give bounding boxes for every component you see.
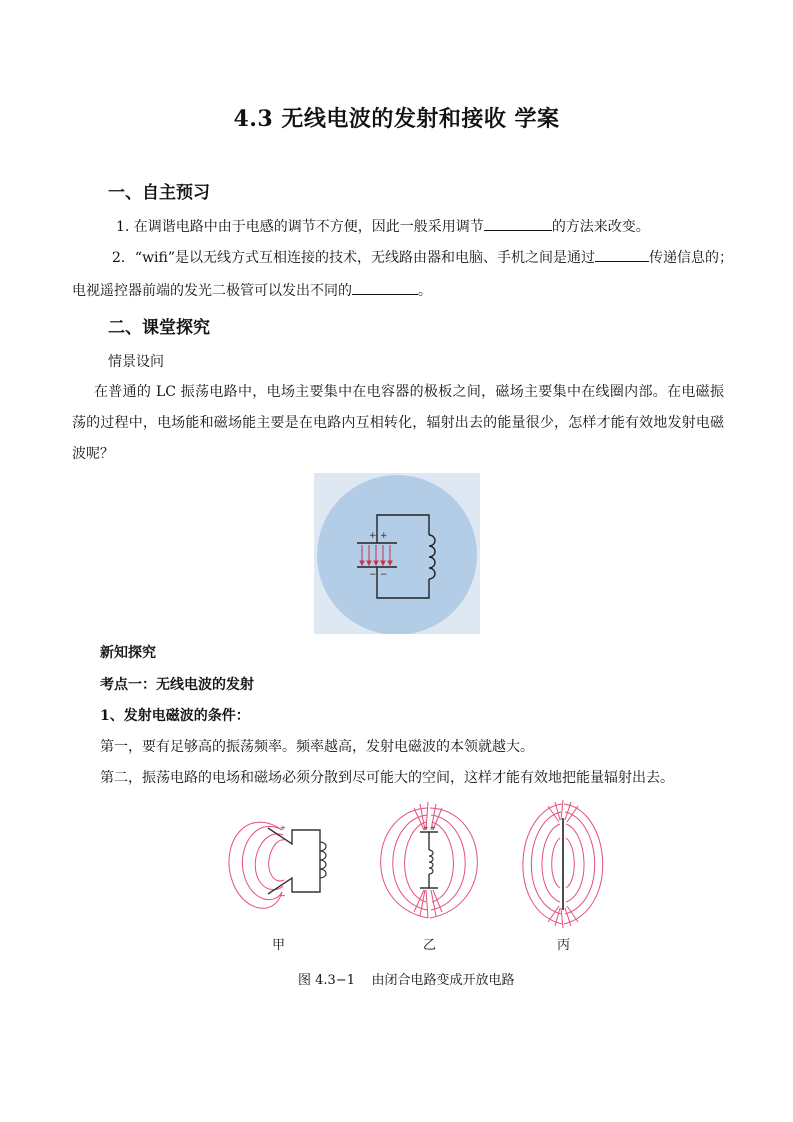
field-lines-yi: [381, 802, 478, 918]
question-1-text: 1. 在调谐电路中由于电感的调节不方便，因此一般采用调节: [116, 219, 484, 235]
coil-yi: [429, 850, 433, 874]
question-1: [116, 216, 650, 237]
question-2: [112, 247, 733, 268]
question-2-tail: 传递信息的；: [649, 250, 734, 266]
figure-caption: 图 4.3−1 由闭合电路变成开放电路: [298, 973, 515, 988]
section-heading-preview: 一、自主预习: [108, 183, 210, 203]
panel-jia: [229, 822, 326, 908]
field-lines-jia: [229, 822, 284, 908]
figure-circle: [317, 475, 477, 634]
plus-yi-1: +: [423, 824, 429, 832]
panel-yi: [381, 802, 478, 918]
question-2-continued: [72, 280, 432, 301]
label-jia: 甲: [272, 938, 286, 953]
answer-blank-2[interactable]: [595, 247, 649, 262]
open-circuit-figure: [220, 800, 610, 940]
open-circuit-diagram: [220, 800, 610, 940]
label-bing: 丙: [557, 938, 571, 953]
lc-circuit-diagram: [314, 473, 480, 634]
lc-circuit-figure: [314, 473, 480, 634]
scene-label: 情景设问: [108, 354, 164, 370]
section-heading-explore: 二、课堂探究: [108, 318, 210, 338]
new-knowledge-label: 新知探究: [100, 645, 156, 661]
plus-sign-1: +: [369, 531, 377, 541]
plus-sign-2: +: [380, 531, 388, 541]
circuit-jia: [268, 828, 320, 894]
minus-jia: −: [280, 892, 286, 900]
question-2b-text: 电视遥控器前端的发光二极管可以发出不同的: [72, 283, 352, 299]
plus-yi-2: +: [430, 824, 436, 832]
panel-bing: [523, 800, 603, 928]
answer-blank-1[interactable]: [484, 216, 552, 231]
coil-jia: [320, 842, 326, 878]
label-yi: 乙: [423, 938, 437, 953]
condition-1: 第一，要有足够高的振荡频率。频率越高，发射电磁波的本领就越大。: [100, 739, 534, 755]
question-1-tail: 的方法来改变。: [551, 219, 650, 235]
circuit-yi: [420, 832, 438, 888]
scene-paragraph: 在普通的 LC 振荡电路中，电场主要集中在电容器的极板之间，磁场主要集中在线圈内部。在电磁振荡的过程中，电场能和磁场能主要是在电路内互相转化，辐射出去的能量很少，怎样才能有效地发射电磁波呢？: [72, 384, 724, 462]
question-2-text: 2．“wifi”是以无线方式互相连接的技术，无线路由器和电脑、手机之间是通过: [112, 250, 596, 266]
condition-title: 1、发射电磁波的条件：: [100, 708, 250, 724]
question-2b-tail: 。: [418, 283, 432, 299]
plus-jia: +: [280, 824, 286, 832]
key-point-1: 考点一：无线电波的发射: [100, 677, 254, 693]
minus-sign-2: −: [380, 570, 388, 580]
condition-2: 第二，振荡电路的电场和磁场必须分散到尽可能大的空间，这样才能有效地把能量辐射出去。: [100, 770, 674, 786]
answer-blank-3[interactable]: [352, 280, 418, 295]
page-title: 4.3 无线电波的发射和接收 学案: [233, 106, 560, 132]
minus-sign-1: −: [369, 570, 377, 580]
